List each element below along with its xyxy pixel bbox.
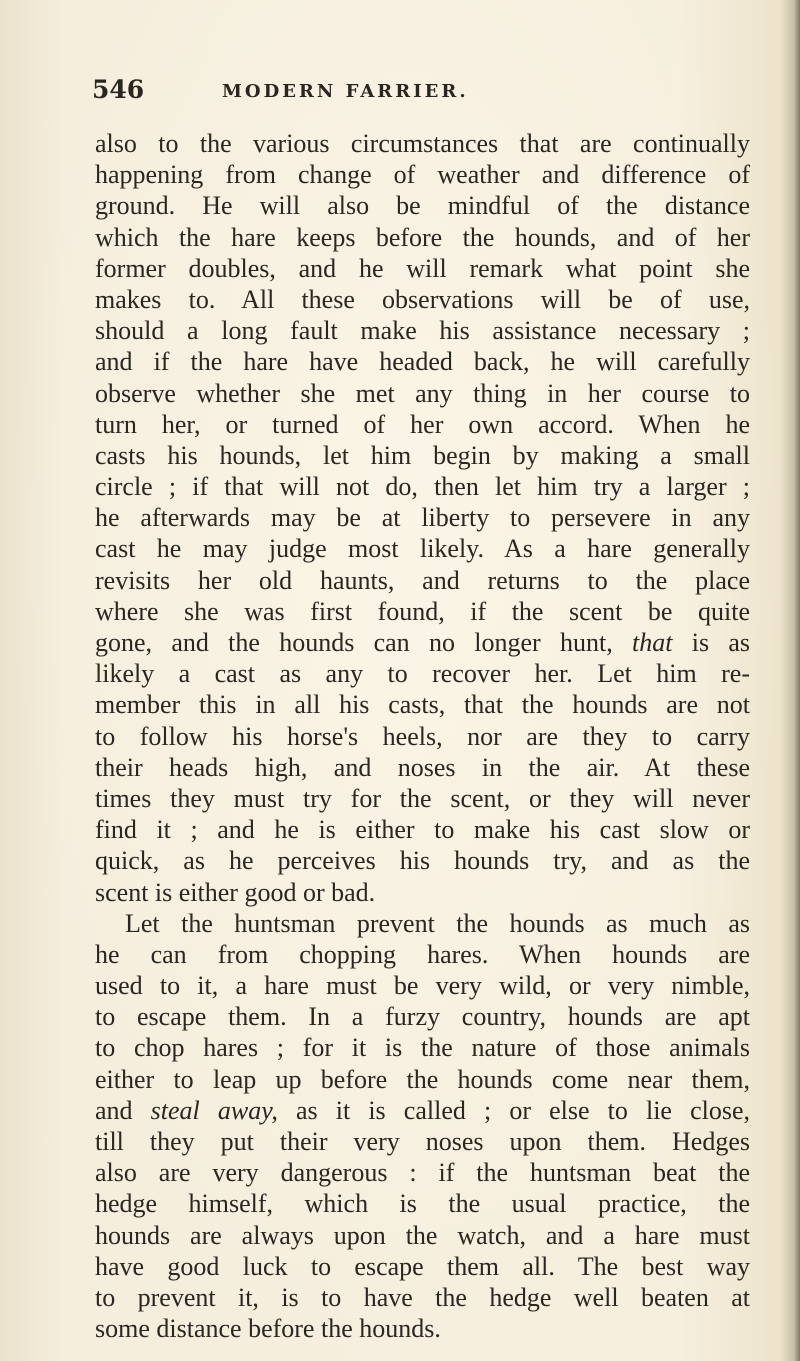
page-header [0, 75, 800, 115]
text-line: which the hare keeps before the hounds, and of her [95, 222, 750, 252]
text-line: should a long fault make his assistance necessary ; [95, 316, 750, 346]
text-line: he afterwards may be at liberty to persevere in any [95, 503, 750, 533]
text-line: makes to. All these observations will be of use, [95, 284, 750, 314]
text-line: casts his hounds, let him begin by making a small [95, 440, 750, 470]
page-edge-shadow [780, 0, 800, 1361]
body-text [95, 128, 750, 1344]
text-line: their heads high, and noses in the air. At these [95, 752, 750, 782]
text-line: also are very dangerous : if the huntsman beat the [95, 1158, 750, 1188]
text-line: revisits her old haunts, and returns to the place [95, 565, 750, 595]
text-line: he can from chopping hares. When hounds are [95, 939, 750, 969]
italic-emphasis: steal away, [150, 1095, 278, 1125]
text-line: former doubles, and he will remark what point she [95, 253, 750, 283]
text-line: to escape them. In a furzy country, hounds are apt [95, 1002, 750, 1032]
text-line: some distance before the hounds. [95, 1314, 441, 1344]
text-line: times they must try for the scent, or they will never [95, 783, 750, 813]
running-head: MODERN FARRIER. [222, 81, 469, 102]
text-line: cast he may judge most likely. As a hare generally [95, 534, 750, 564]
text-line: quick, as he perceives his hounds try, and as the [95, 846, 750, 876]
text-line: scent is either good or bad. [95, 877, 376, 907]
text-line: Let the huntsman prevent the hounds as much as [125, 908, 750, 938]
text-line: and if the hare have headed back, he will carefully [95, 347, 750, 377]
text-line: circle ; if that will not do, then let him try a larger ; [95, 472, 750, 502]
text-line: to chop hares ; for it is the nature of those animals [95, 1033, 750, 1063]
text-line: either to leap up before the hounds come near them, [95, 1064, 750, 1094]
italic-emphasis: that [631, 628, 673, 657]
text-line: find it ; and he is either to make his cast slow or [95, 815, 750, 845]
text-line: to follow his horse's heels, nor are they to carry [95, 721, 750, 751]
text-line: where she was first found, if the scent be quite [95, 596, 750, 626]
text-line: ground. He will also be mindful of the distance [95, 191, 750, 221]
text-line: happening from change of weather and difference of [95, 160, 750, 190]
text-line: gone, and the hounds can no longer hunt, that is as [95, 628, 751, 657]
text-line: hounds are always upon the watch, and a hare must [95, 1220, 750, 1250]
text-line: used to it, a hare must be very wild, or very nimble, [95, 971, 750, 1001]
text-line: also to the various circumstances that are continually [95, 129, 750, 158]
text-line: turn her, or turned of her own accord. When he [95, 409, 750, 439]
text-line: till they put their very noses upon them. Hedges [95, 1127, 750, 1156]
text-line: likely a cast as any to recover her. Let him re- [95, 659, 750, 689]
page-number: 546 [92, 75, 145, 104]
text-line: and steal away, as it is called ; or else to lie close, [95, 1095, 751, 1125]
text-line: to prevent it, is to have the hedge well beaten at [95, 1282, 750, 1312]
text-line: hedge himself, which is the usual practice, the [95, 1189, 750, 1219]
text-line: member this in all his casts, that the hounds are not [95, 690, 750, 720]
text-line: observe whether she met any thing in her course to [95, 378, 750, 408]
text-line: have good luck to escape them all. The best way [95, 1251, 750, 1281]
